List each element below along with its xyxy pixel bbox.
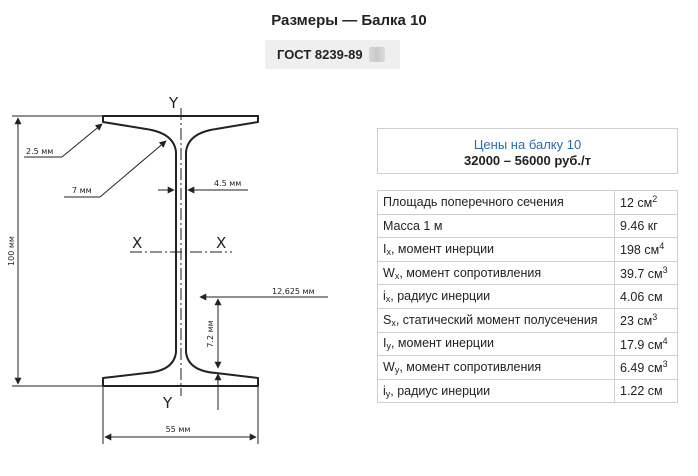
property-label-text: Масса 1 м: [383, 218, 443, 233]
properties-table: [377, 190, 678, 403]
property-value: [615, 308, 678, 332]
property-value-text: 17.9 см: [620, 337, 663, 352]
property-value-text: 1.22 см: [620, 384, 663, 399]
property-label: [378, 261, 615, 285]
property-label: [378, 332, 615, 356]
property-value-power: 4: [659, 241, 665, 252]
property-row: [378, 261, 678, 285]
blurred-suffix: [369, 47, 385, 62]
axis-x-left: X: [132, 234, 143, 252]
property-value-text: 4.06 см: [620, 289, 663, 304]
property-value-text: 39.7 см: [620, 267, 663, 282]
page-title: Размеры — Балка 10: [271, 12, 427, 29]
property-symbol: i: [383, 289, 386, 304]
property-value-text: 198 см: [620, 243, 660, 258]
property-label: [378, 356, 615, 380]
property-symbol-subscript: x: [391, 317, 396, 328]
property-row: [378, 379, 678, 403]
fillet-outer-leader: [62, 124, 102, 157]
property-label: [378, 285, 615, 309]
property-value-power: 2: [652, 194, 658, 205]
dim-width-label: 55 мм: [165, 425, 191, 434]
property-row: [378, 238, 678, 262]
property-value: [615, 379, 678, 403]
property-value: [615, 191, 678, 215]
property-value-power: 3: [652, 312, 658, 323]
property-symbol-subscript: x: [394, 270, 400, 281]
property-symbol-subscript: y: [385, 388, 391, 399]
dim-height-label: 100 мм: [7, 236, 16, 266]
property-row: [378, 332, 678, 356]
property-label: [378, 308, 615, 332]
gost-badge: [265, 40, 400, 69]
property-value-text: 12 см: [620, 196, 653, 211]
property-label-text: , момент сопротивления: [399, 359, 542, 374]
property-symbol: i: [383, 383, 386, 398]
property-row: [378, 214, 678, 238]
property-value-power: 3: [662, 359, 668, 370]
gost-label: ГОСТ 8239-89: [277, 47, 363, 62]
property-symbol: I: [383, 241, 387, 256]
property-value-power: 3: [662, 265, 668, 276]
property-label-text: , статический момент полусечения: [395, 312, 598, 327]
property-symbol-subscript: y: [386, 341, 391, 352]
property-label-text: , момент инерции: [390, 241, 495, 256]
property-symbol: W: [383, 265, 395, 280]
dim-flange-half-label: 12.625 мм: [272, 287, 315, 296]
property-symbol: W: [383, 359, 395, 374]
price-range: 32000 – 56000 руб./т: [464, 153, 591, 168]
property-label: [378, 191, 615, 215]
property-symbol-subscript: x: [385, 294, 391, 305]
property-label: [378, 379, 615, 403]
property-row: [378, 356, 678, 380]
property-label-text: , радиус инерции: [390, 289, 491, 304]
property-value-text: 6.49 см: [620, 361, 663, 376]
axis-x-right: X: [216, 234, 227, 252]
price-box: [377, 128, 678, 174]
property-row: [378, 191, 678, 215]
property-value: [615, 214, 678, 238]
property-value: [615, 332, 678, 356]
property-value-power: 4: [662, 335, 668, 346]
property-value-text: 23 см: [620, 314, 653, 329]
property-symbol: S: [383, 312, 392, 327]
property-value-text: 9.46 кг: [620, 218, 658, 233]
property-symbol-subscript: x: [386, 246, 391, 257]
property-value: [615, 238, 678, 262]
property-value: [615, 356, 678, 380]
property-label-text: , радиус инерции: [390, 383, 491, 398]
dim-fillet-inner-label: 7 мм: [72, 186, 92, 195]
property-value: [615, 261, 678, 285]
dim-flange-thickness-label: 7.2 мм: [206, 320, 215, 348]
dim-fillet-outer-label: 2.5 мм: [26, 147, 54, 156]
property-label-text: , момент сопротивления: [399, 265, 542, 280]
property-symbol: I: [383, 336, 387, 351]
property-label: [378, 238, 615, 262]
price-link[interactable]: Цены на балку 10: [473, 137, 582, 152]
property-label: [378, 214, 615, 238]
property-row: [378, 308, 678, 332]
property-row: [378, 285, 678, 309]
axis-y-bottom: Y: [163, 394, 173, 412]
beam-drawing: [0, 80, 370, 476]
dim-web-label: 4.5 мм: [214, 179, 242, 188]
property-symbol-subscript: y: [394, 364, 400, 375]
axis-y-top: Y: [169, 94, 179, 112]
property-label-text: Площадь поперечного сечения: [383, 195, 564, 210]
property-label-text: , момент инерции: [390, 336, 495, 351]
fillet-inner-leader: [100, 141, 166, 197]
property-value: [615, 285, 678, 309]
